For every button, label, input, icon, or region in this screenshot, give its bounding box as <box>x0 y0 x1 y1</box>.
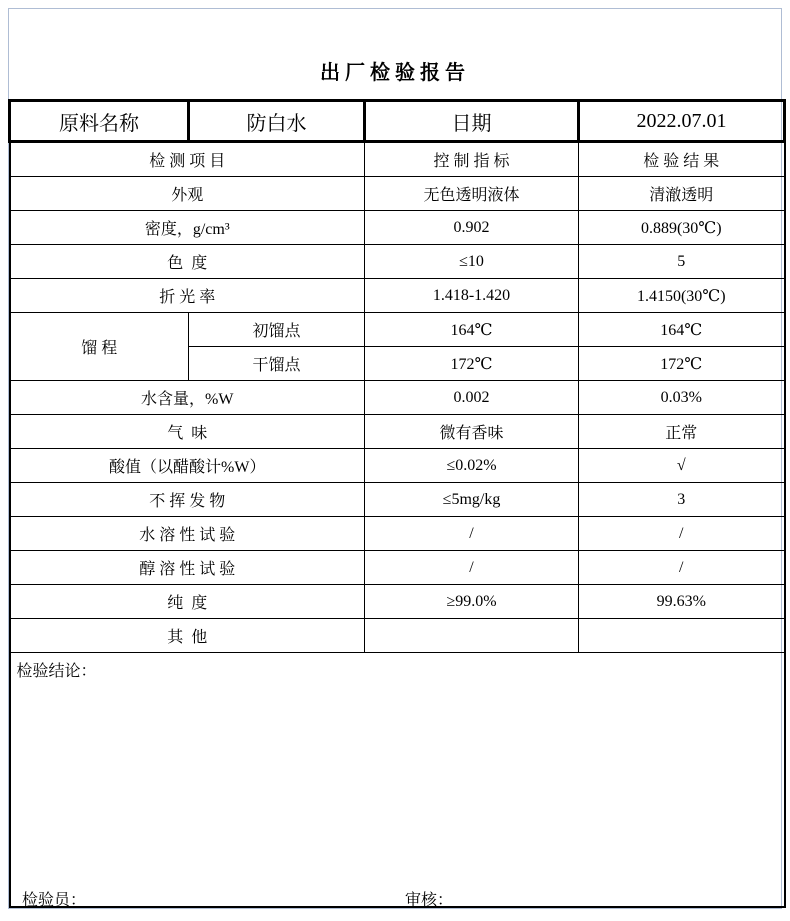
reviewer-label: 审核： <box>405 892 454 909</box>
date-value: 2022.07.01 <box>579 101 785 142</box>
table-row <box>10 551 785 585</box>
report-title: 出厂检验报告 <box>320 62 470 84</box>
table-row <box>10 177 785 211</box>
item-cell: 干馏点 <box>189 347 365 381</box>
item-cell: 醇 溶 性 试 验 <box>10 551 365 585</box>
spec-cell: 1.418-1.420 <box>365 279 579 313</box>
result-cell: 1.4150(30℃) <box>579 279 785 313</box>
spec-cell: ≥99.0% <box>365 585 579 619</box>
item-cell: 气 味 <box>10 415 365 449</box>
spec-cell: 微有香味 <box>365 415 579 449</box>
item-cell: 外观 <box>10 177 365 211</box>
table-row <box>10 415 785 449</box>
result-cell: / <box>579 551 785 585</box>
table-row-conclusion <box>10 653 785 908</box>
item-cell: 纯 度 <box>10 585 365 619</box>
result-cell <box>579 619 785 653</box>
result-cell: √ <box>579 449 785 483</box>
result-cell: 0.03% <box>579 381 785 415</box>
result-cell: / <box>579 517 785 551</box>
footer-strip <box>8 886 782 909</box>
material-name-label: 原料名称 <box>10 101 189 142</box>
item-cell: 不 挥 发 物 <box>10 483 365 517</box>
result-cell: 3 <box>579 483 785 517</box>
table-row <box>10 517 785 551</box>
item-cell: 初馏点 <box>189 313 365 347</box>
inspection-report-table <box>8 99 786 908</box>
spec-cell: ≤10 <box>365 245 579 279</box>
col-header-result: 检 验 结 果 <box>579 142 785 177</box>
spec-cell: ≤5mg/kg <box>365 483 579 517</box>
distillation-group-cell: 馏 程 <box>10 313 189 381</box>
table-row <box>10 245 785 279</box>
item-cell: 色 度 <box>10 245 365 279</box>
table-row <box>10 279 785 313</box>
table-row-column-headers <box>10 142 785 177</box>
date-label: 日期 <box>365 101 579 142</box>
spec-cell: / <box>365 551 579 585</box>
table-row <box>10 585 785 619</box>
result-cell: 正常 <box>579 415 785 449</box>
result-cell: 清澈透明 <box>579 177 785 211</box>
item-cell: 其 他 <box>10 619 365 653</box>
result-cell: 0.889(30℃) <box>579 211 785 245</box>
spec-cell: 无色透明液体 <box>365 177 579 211</box>
col-header-spec: 控 制 指 标 <box>365 142 579 177</box>
table-row <box>10 381 785 415</box>
spec-cell: 164℃ <box>365 313 579 347</box>
item-cell: 密度，g/cm³ <box>10 211 365 245</box>
table-row <box>10 449 785 483</box>
spec-cell: 0.902 <box>365 211 579 245</box>
result-cell: 5 <box>579 245 785 279</box>
table-row <box>10 483 785 517</box>
result-cell: 172℃ <box>579 347 785 381</box>
table-row <box>10 619 785 653</box>
spec-cell: / <box>365 517 579 551</box>
result-cell: 164℃ <box>579 313 785 347</box>
item-cell: 水含量，%W <box>10 381 365 415</box>
spec-cell: 0.002 <box>365 381 579 415</box>
table-row-distillation-1 <box>10 313 785 347</box>
inspector-label: 检验员： <box>22 892 87 909</box>
item-cell: 折 光 率 <box>10 279 365 313</box>
item-cell: 酸值（以醋酸计%W） <box>10 449 365 483</box>
spec-cell: 172℃ <box>365 347 579 381</box>
material-name-value: 防白水 <box>189 101 365 142</box>
spec-cell: ≤0.02% <box>365 449 579 483</box>
table-row-header <box>10 101 785 142</box>
table-row <box>10 211 785 245</box>
spec-cell <box>365 619 579 653</box>
conclusion-cell: 检验结论： <box>10 653 785 908</box>
result-cell: 99.63% <box>579 585 785 619</box>
col-header-item: 检 测 项 目 <box>10 142 365 177</box>
item-cell: 水 溶 性 试 验 <box>10 517 365 551</box>
